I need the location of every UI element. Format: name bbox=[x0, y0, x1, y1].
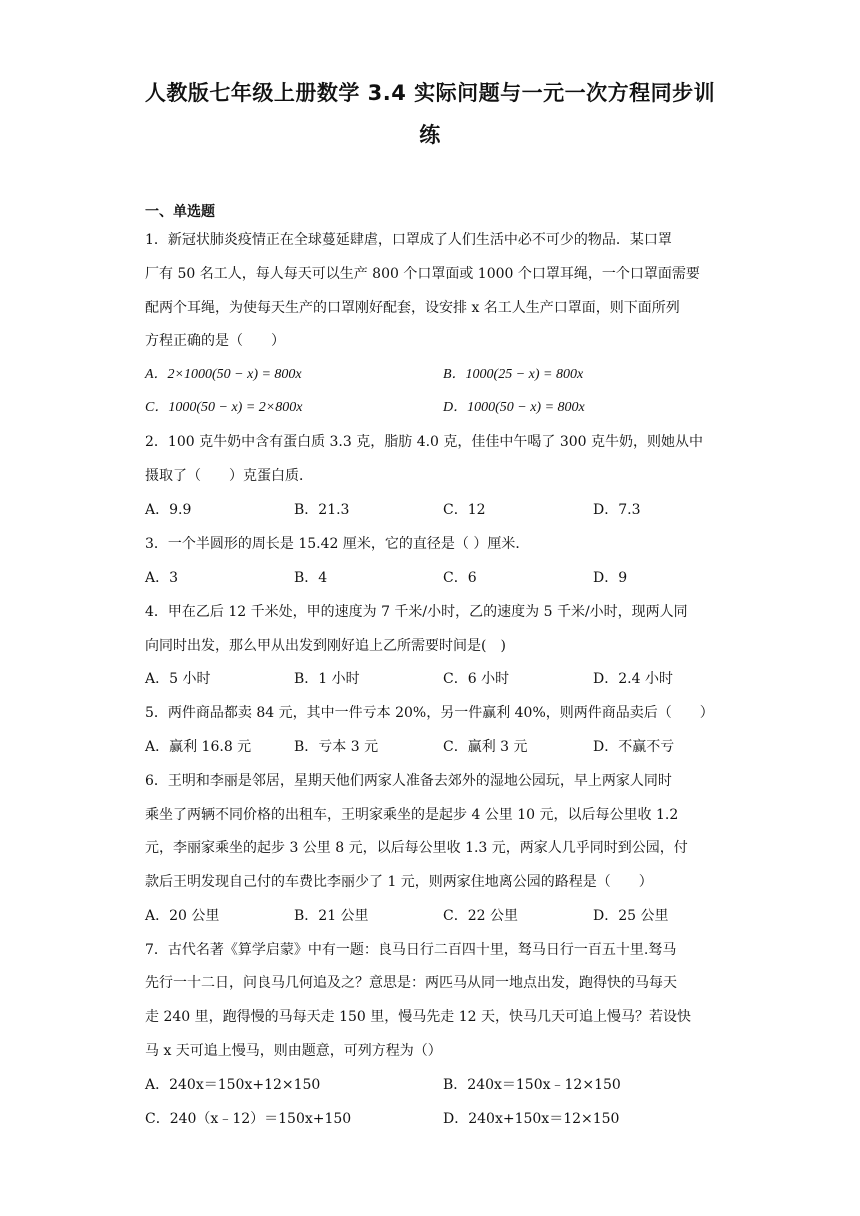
section-heading: 一、单选题 bbox=[145, 204, 215, 220]
q1-option-a: A．2×1000(50 − x) = 800x bbox=[145, 367, 302, 382]
q5-line-1: 5．两件商品都卖 84 元，其中一件亏本 20%，另一件赢利 40%，则两件商品卖后（ ） bbox=[145, 705, 714, 721]
q4-option-d: D．2.4 小时 bbox=[593, 671, 673, 687]
q2-option-d: D．7.3 bbox=[593, 502, 641, 518]
q6-line-2: 乘坐了两辆不同价格的出租车，王明家乘坐的是起步 4 公里 10 元，以后每公里收 1.2 bbox=[145, 807, 679, 823]
q3-line-1: 3．一个半圆形的周长是 15.42 厘米，它的直径是（ ）厘米． bbox=[145, 536, 530, 552]
q7-option-c: C．240（x﹣12）＝150x+150 bbox=[145, 1111, 352, 1127]
q5-option-b: B．亏本 3 元 bbox=[294, 739, 379, 755]
q7-line-3: 走 240 里，跑得慢的马每天走 150 里，慢马先走 12 天，快马几天可追上慢马？若设快 bbox=[145, 1009, 691, 1025]
q7-option-a: A．240x＝150x+12×150 bbox=[145, 1077, 321, 1093]
q2-option-a: A．9.9 bbox=[145, 502, 192, 518]
q1-line-3: 配两个耳绳，为使每天生产的口罩刚好配套，设安排 x 名工人生产口罩面，则下面所列 bbox=[145, 300, 680, 316]
q1-line-4: 方程正确的是（ ） bbox=[145, 333, 285, 349]
q6-option-c: C．22 公里 bbox=[443, 908, 518, 924]
q1-option-c: C．1000(50 − x) = 2×800x bbox=[145, 400, 303, 415]
title-line-2: 练 bbox=[419, 123, 441, 147]
document-title bbox=[135, 72, 725, 156]
q1-line-2: 厂有 50 名工人，每人每天可以生产 800 个口罩面或 1000 个口罩耳绳，一个口罩面需要 bbox=[145, 266, 700, 282]
q1-option-d: D．1000(50 − x) = 800x bbox=[443, 400, 585, 415]
q7-line-2: 先行一十二日，问良马几何追及之？意思是：两匹马从同一地点出发，跑得快的马每天 bbox=[145, 975, 677, 991]
q3-option-a: A．3 bbox=[145, 570, 179, 586]
q3-option-c: C．6 bbox=[443, 570, 477, 586]
q7-option-b: B．240x＝150x﹣12×150 bbox=[443, 1077, 621, 1093]
q7-option-d: D．240x+150x＝12×150 bbox=[443, 1111, 620, 1127]
q4-option-c: C．6 小时 bbox=[443, 671, 510, 687]
q1-line-1: 1．新冠状肺炎疫情正在全球蔓延肆虐，口罩成了人们生活中必不可少的物品．某口罩 bbox=[145, 232, 672, 248]
q7-line-1: 7．古代名著《算学启蒙》中有一题：良马日行二百四十里，驽马日行一百五十里.驽马 bbox=[145, 942, 677, 958]
q2-line-1: 2．100 克牛奶中含有蛋白质 3.3 克，脂肪 4.0 克，佳佳中午喝了 300 克牛奶，则她从中 bbox=[145, 434, 704, 450]
q3-option-d: D．9 bbox=[593, 570, 628, 586]
q6-option-a: A．20 公里 bbox=[145, 908, 220, 924]
q6-line-1: 6．王明和李丽是邻居，星期天他们两家人准备去郊外的湿地公园玩，早上两家人同时 bbox=[145, 773, 672, 789]
q4-line-1: 4．甲在乙后 12 千米处，甲的速度为 7 千米/小时，乙的速度为 5 千米/小时，现两人同 bbox=[145, 604, 688, 620]
q3-option-b: B．4 bbox=[294, 570, 328, 586]
q1-option-b: B．1000(25 − x) = 800x bbox=[443, 367, 584, 382]
q5-option-a: A．赢利 16.8 元 bbox=[145, 739, 252, 755]
q6-option-b: B．21 公里 bbox=[294, 908, 369, 924]
title-line-1: 人教版七年级上册数学 3.4 实际问题与一元一次方程同步训 bbox=[144, 81, 716, 105]
q2-option-b: B．21.3 bbox=[294, 502, 350, 518]
q6-option-d: D．25 公里 bbox=[593, 908, 669, 924]
q5-option-d: D．不赢不亏 bbox=[593, 739, 675, 755]
q5-option-c: C．赢利 3 元 bbox=[443, 739, 528, 755]
q4-option-a: A．5 小时 bbox=[145, 671, 211, 687]
q6-line-3: 元，李丽家乘坐的起步 3 公里 8 元，以后每公里收 1.3 元，两家人几乎同时到公园，付 bbox=[145, 840, 688, 856]
q4-line-2: 向同时出发，那么甲从出发到刚好追上乙所需要时间是( ) bbox=[145, 638, 506, 654]
q2-option-c: C．12 bbox=[443, 502, 486, 518]
q6-line-4: 款后王明发现自己付的车费比李丽少了 1 元，则两家住地离公园的路程是（ ） bbox=[145, 874, 653, 890]
q7-line-4: 马 x 天可追上慢马，则由题意，可列方程为（） bbox=[145, 1043, 442, 1059]
q4-option-b: B．1 小时 bbox=[294, 671, 360, 687]
q2-line-2: 摄取了（ ）克蛋白质． bbox=[145, 468, 313, 484]
